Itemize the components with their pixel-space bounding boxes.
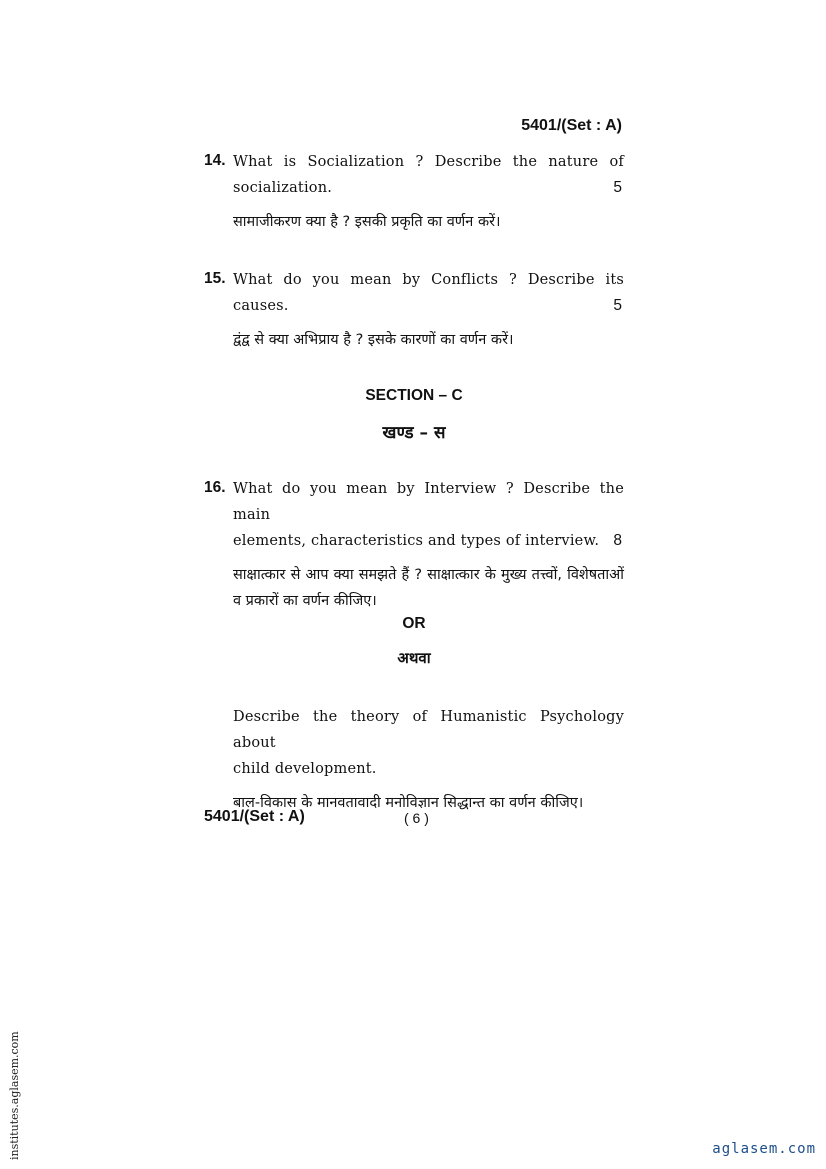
question-text-en: What do you mean by Interview ? Describe the main <box>233 481 624 523</box>
question-text-en-cont: child development. <box>233 761 377 777</box>
page-number: ( 6 ) <box>404 810 429 826</box>
question-15 <box>204 267 624 353</box>
or-label-hi: अथवा <box>397 649 431 667</box>
question-text-hi: साक्षात्कार से आप क्या समझते हैं ? साक्षात्कार के मुख्य तत्त्वों, विशेषताओं व प्रकारों का वर्णन कीजिए। <box>233 567 624 609</box>
question-16-alternative <box>204 704 624 816</box>
side-watermark: institutes.aglasem.com <box>8 1031 21 1160</box>
question-14 <box>204 149 624 235</box>
question-marks: 5 <box>613 297 622 314</box>
section-heading-en: SECTION – C <box>365 387 463 404</box>
question-text-hi: द्वंद्व से क्या अभिप्राय है ? इसके कारणों का वर्णन करें। <box>233 332 514 348</box>
footer-paper-code: 5401/(Set : A) <box>204 808 305 825</box>
corner-watermark: aglasem.com <box>712 1141 816 1157</box>
question-number: 16. <box>204 479 226 496</box>
question-marks: 8 <box>613 532 622 549</box>
question-text-en: What is Socialization ? Describe the nature of <box>233 154 624 170</box>
question-text-en: What do you mean by Conflicts ? Describe its <box>233 272 624 288</box>
question-text-hi: बाल-विकास के मानवतावादी मनोविज्ञान सिद्धान्त का वर्णन कीजिए। <box>233 795 584 811</box>
header-paper-code: 5401/(Set : A) <box>521 117 622 134</box>
section-heading-hi: खण्ड – स <box>382 423 446 443</box>
question-text-en-cont: socialization. <box>233 180 333 196</box>
or-label-en: OR <box>402 615 426 632</box>
question-text-en-cont: elements, characteristics and types of interview. <box>233 533 600 549</box>
question-marks: 5 <box>613 179 622 196</box>
question-16 <box>204 476 624 614</box>
question-text-en: Describe the theory of Humanistic Psychology about <box>233 709 624 751</box>
question-number: 15. <box>204 270 226 287</box>
question-number: 14. <box>204 152 226 169</box>
question-text-hi: सामाजीकरण क्या है ? इसकी प्रकृति का वर्णन करें। <box>233 214 501 230</box>
question-text-en-cont: causes. <box>233 298 289 314</box>
